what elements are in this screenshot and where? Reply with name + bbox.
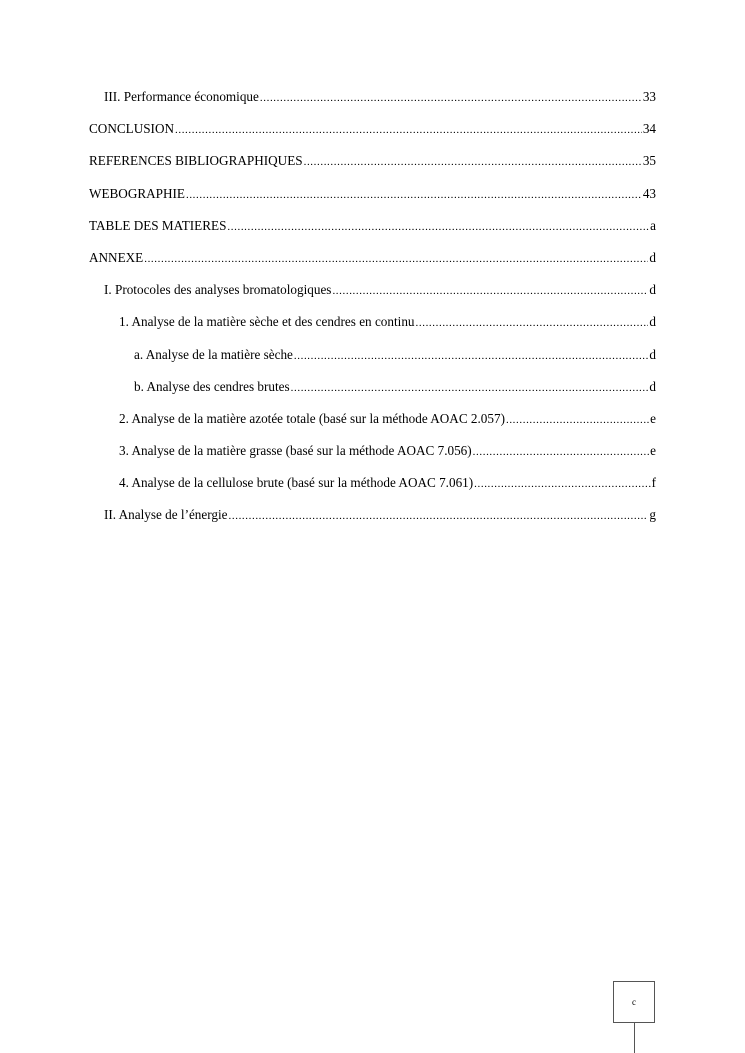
- toc-entry-title: 4. Analyse de la cellulose brute (basé sur la méthode AOAC 7.061): [119, 475, 474, 491]
- toc-entry-title: TABLE DES MATIERES: [89, 217, 227, 233]
- toc-page-number: 43: [642, 185, 656, 201]
- toc-page-number: d: [649, 346, 656, 362]
- toc-entry-matiere-seche[interactable]: [89, 345, 656, 377]
- toc-entry-title: WEBOGRAPHIE: [89, 185, 185, 201]
- toc-dot-leader: [229, 506, 649, 526]
- toc-entry-table-des-matieres[interactable]: [89, 216, 656, 248]
- toc-entry-title: III. Performance économique: [104, 89, 259, 104]
- toc-entry-title: ANNEXE: [89, 249, 144, 265]
- toc-entry-matiere-seche-cendres[interactable]: [89, 312, 656, 344]
- toc-page-number: e: [650, 410, 656, 426]
- toc-page-number: 35: [642, 153, 656, 169]
- toc-dot-leader: [304, 152, 642, 172]
- toc-entry-annexe[interactable]: [89, 248, 656, 280]
- toc-dot-leader: [473, 442, 649, 462]
- toc-entry-title: I. Protocoles des analyses bromatologiques: [104, 282, 332, 298]
- toc-page-number: d: [649, 282, 656, 298]
- toc-entry-performance-economique[interactable]: [89, 87, 656, 119]
- toc-page-number: 34: [642, 121, 656, 137]
- toc-entry-title: b. Analyse des cendres brutes: [134, 378, 290, 394]
- table-of-contents: [89, 87, 656, 538]
- toc-entry-protocoles[interactable]: [89, 280, 656, 312]
- page-number-rule: [634, 1023, 635, 1053]
- toc-dot-leader: [144, 249, 648, 269]
- toc-page-number: f: [651, 475, 656, 491]
- toc-page-number: a: [650, 217, 656, 233]
- toc-dot-leader: [291, 378, 649, 398]
- toc-entry-title: a. Analyse de la matière sèche: [134, 346, 293, 362]
- toc-entry-energie[interactable]: [89, 505, 656, 537]
- toc-page-number: g: [649, 507, 656, 523]
- toc-entry-cendres-brutes[interactable]: [89, 377, 656, 409]
- toc-entry-references[interactable]: [89, 151, 656, 183]
- toc-dot-leader: [416, 313, 649, 333]
- toc-entry-cellulose-brute[interactable]: [89, 473, 656, 505]
- toc-dot-leader: [186, 185, 642, 205]
- toc-entry-title: 2. Analyse de la matière azotée totale (basé sur la méthode AOAC 2.057): [119, 410, 505, 426]
- toc-entry-webographie[interactable]: [89, 184, 656, 216]
- page-number-box: [613, 981, 655, 1023]
- toc-page-number: 33: [642, 89, 656, 104]
- toc-entry-title: 1. Analyse de la matière sèche et des cendres en continu: [119, 314, 415, 330]
- toc-dot-leader: [506, 410, 649, 430]
- toc-dot-leader: [227, 217, 649, 237]
- toc-dot-leader: [260, 88, 642, 108]
- toc-page-number: e: [650, 443, 656, 459]
- toc-dot-leader: [294, 346, 649, 366]
- toc-page-number: d: [649, 249, 656, 265]
- page-number: c: [632, 997, 636, 1007]
- toc-entry-title: CONCLUSION: [89, 121, 174, 137]
- toc-dot-leader: [474, 474, 650, 494]
- toc-entry-title: REFERENCES BIBLIOGRAPHIQUES: [89, 153, 303, 169]
- toc-entry-matiere-azotee[interactable]: [89, 409, 656, 441]
- toc-dot-leader: [332, 281, 648, 301]
- toc-page-number: d: [649, 378, 656, 394]
- toc-entry-title: 3. Analyse de la matière grasse (basé sur la méthode AOAC 7.056): [119, 443, 472, 459]
- toc-entry-conclusion[interactable]: [89, 119, 656, 151]
- toc-entry-title: II. Analyse de l’énergie: [104, 507, 228, 523]
- toc-entry-matiere-grasse[interactable]: [89, 441, 656, 473]
- toc-dot-leader: [175, 120, 642, 140]
- toc-page-number: d: [649, 314, 656, 330]
